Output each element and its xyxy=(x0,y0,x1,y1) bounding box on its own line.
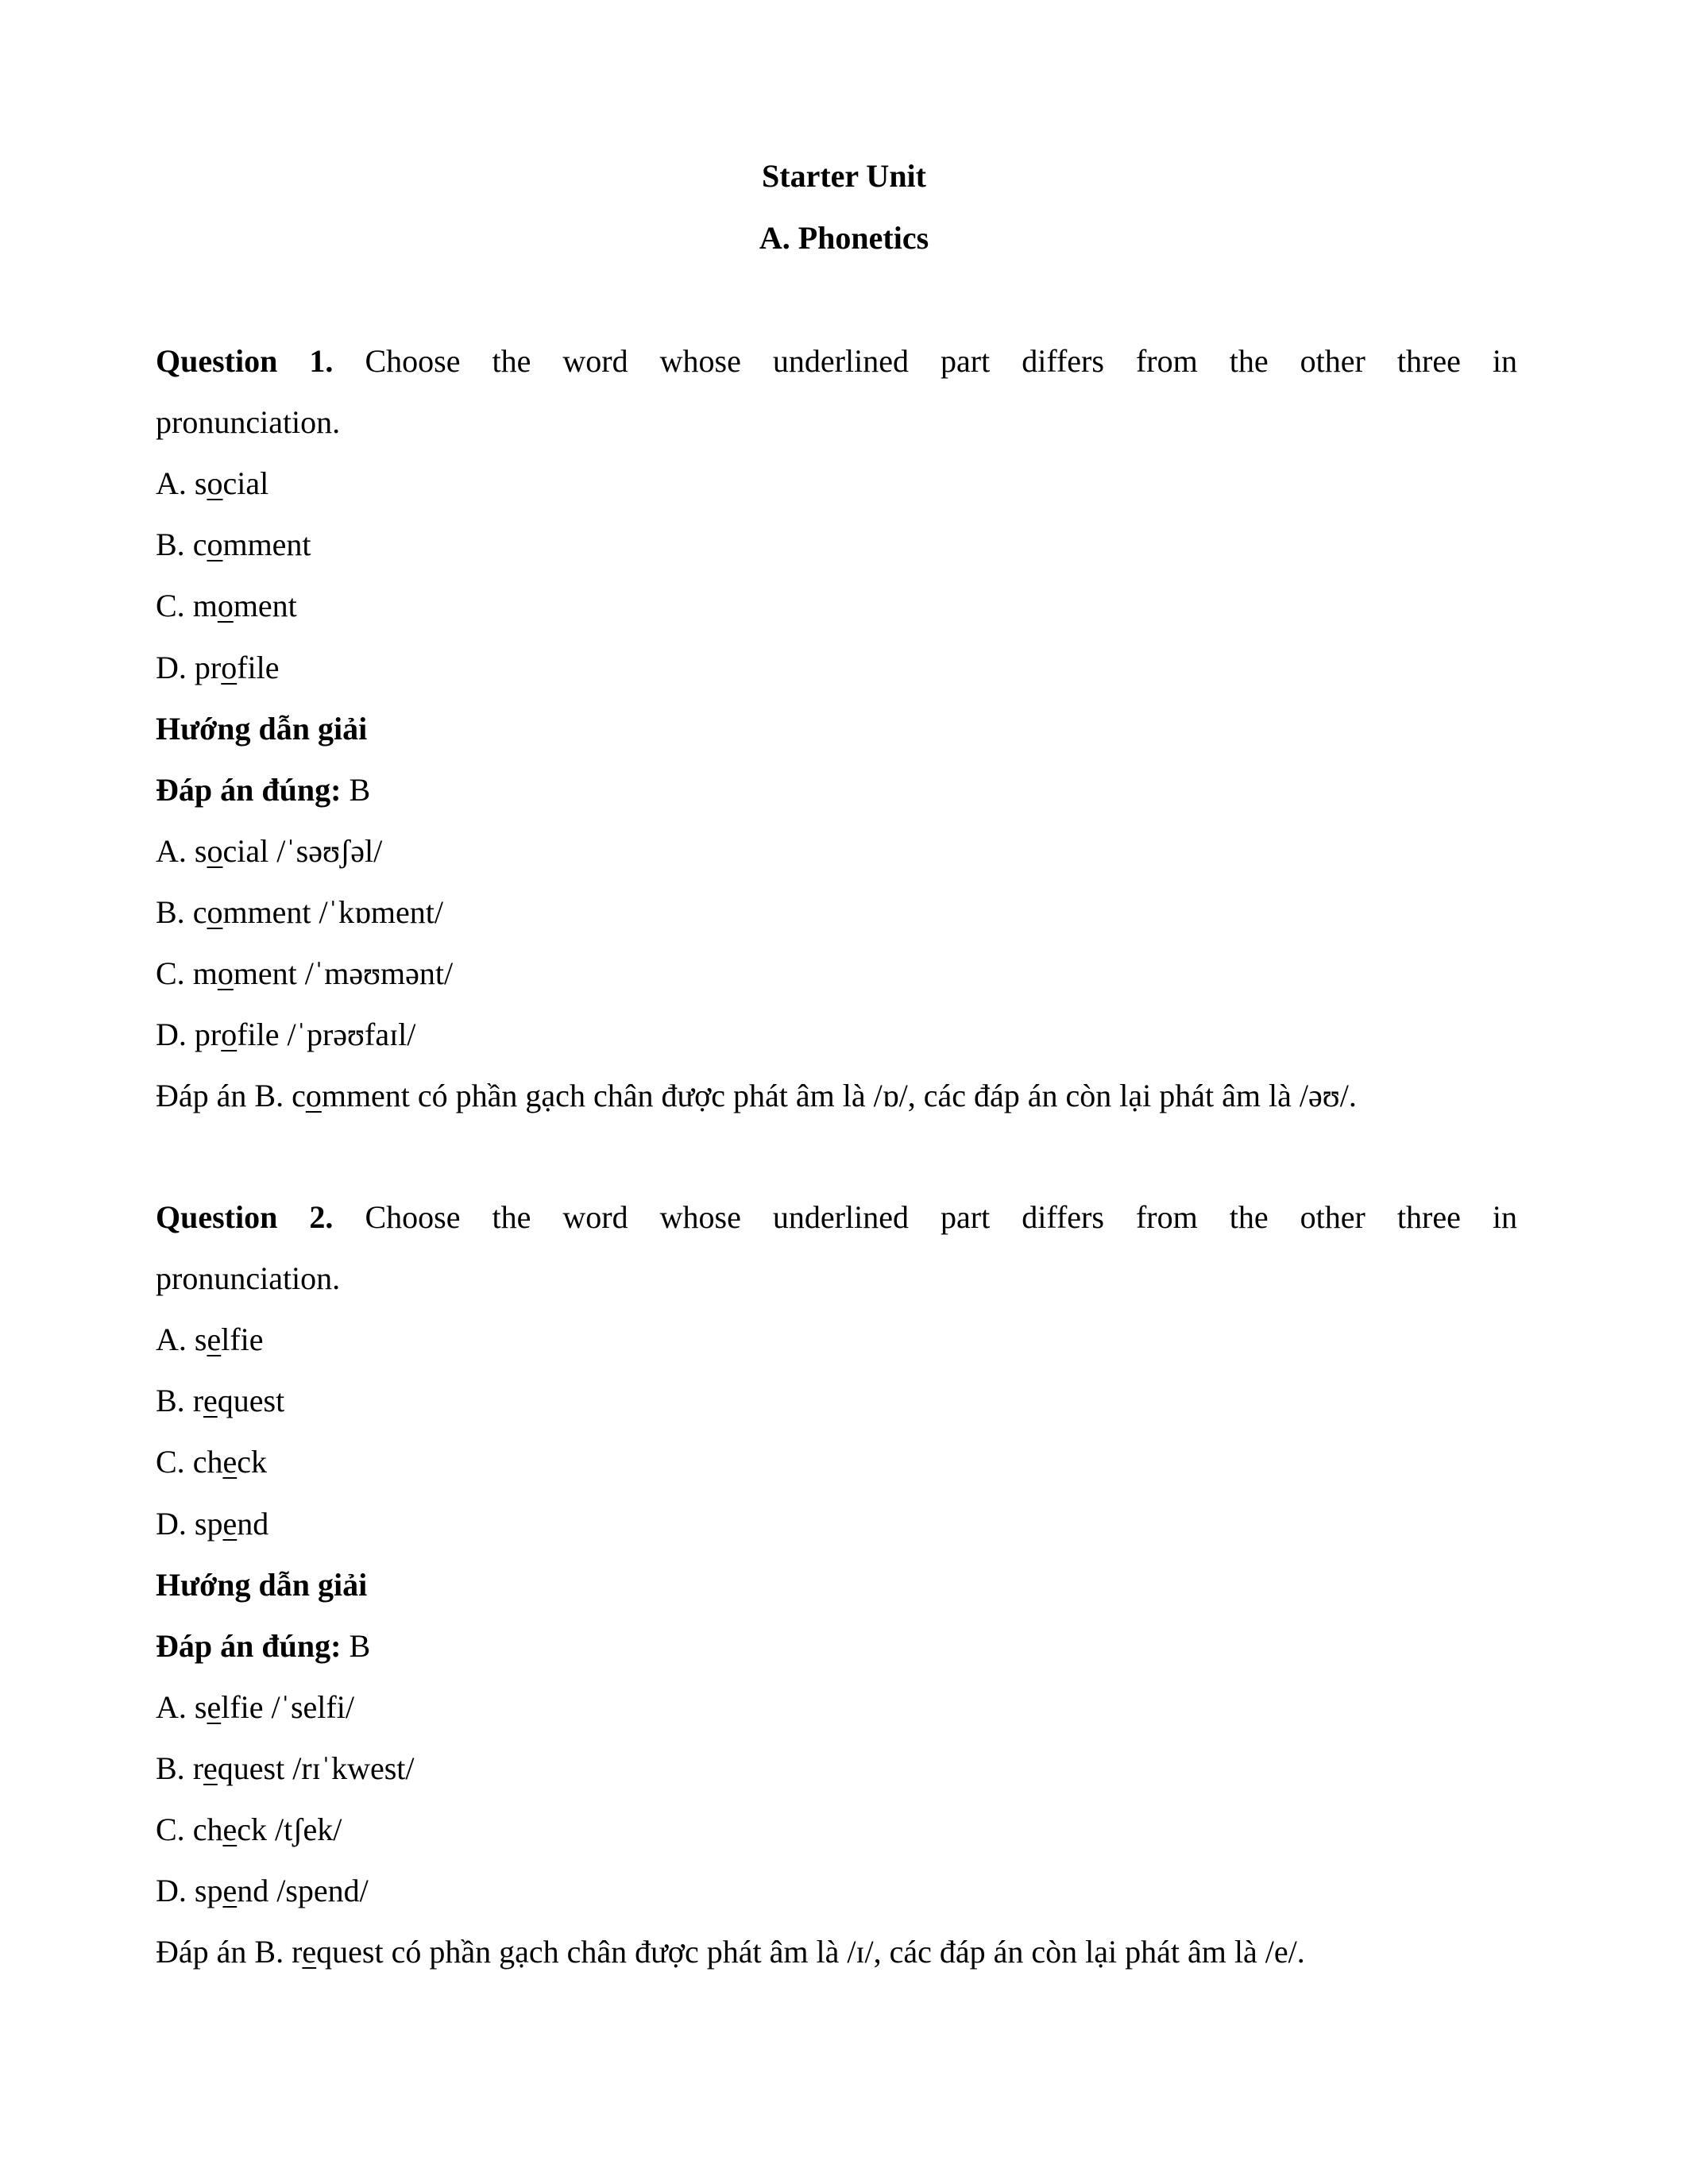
guide-heading: Hướng dẫn giải xyxy=(156,710,368,747)
ipa-transcription: /ˈsəʊʃəl/ xyxy=(276,832,383,869)
underlined-letters: o xyxy=(221,649,238,685)
option-word-part: c xyxy=(192,893,207,930)
option-word-part: nd xyxy=(237,1873,269,1909)
answer-label: Đáp án đúng: xyxy=(156,771,342,808)
answer-option xyxy=(156,1443,267,1481)
underlined-letters: o xyxy=(217,955,234,991)
option-word-part: s xyxy=(194,832,207,869)
option-word-part: s xyxy=(194,1688,207,1725)
option-word-part: pr xyxy=(194,1017,222,1053)
solution-heading xyxy=(156,710,367,748)
option-word-part: pr xyxy=(194,649,222,685)
option-word-part: quest xyxy=(217,1750,285,1786)
option-letter: D. xyxy=(156,1017,195,1053)
ipa-transcription: /ˈkɒment/ xyxy=(319,893,443,930)
option-word-part: c xyxy=(192,527,207,563)
option-transcription xyxy=(156,955,453,993)
option-letter: C. xyxy=(156,588,193,624)
underlined-letters: o xyxy=(207,832,223,869)
underlined-letters: o xyxy=(207,465,223,502)
option-transcription xyxy=(156,832,382,870)
underlined-letters: e xyxy=(222,1873,238,1909)
answer-value: B xyxy=(341,771,371,808)
ipa-transcription: /rɪˈkwest/ xyxy=(292,1750,415,1786)
explanation xyxy=(156,1077,1357,1115)
option-word-part: ment xyxy=(233,955,297,991)
option-word-part: cial xyxy=(222,832,269,869)
option-word-part: sp xyxy=(194,1873,223,1909)
explanation xyxy=(156,1933,1305,1971)
option-word-part: m xyxy=(192,955,218,991)
option-word-part: ck xyxy=(237,1444,267,1480)
answer-option xyxy=(156,1321,264,1359)
option-word-part: m xyxy=(192,588,218,624)
option-word-part: cial xyxy=(222,465,269,502)
option-letter: C. xyxy=(156,955,193,991)
underlined-letters: e xyxy=(207,1322,222,1358)
option-word-part: nd xyxy=(237,1505,269,1542)
explanation-text: Đáp án B. c xyxy=(156,1078,306,1114)
ipa-transcription: /ˈprəʊfaɪl/ xyxy=(287,1017,416,1053)
option-word-part: sp xyxy=(194,1505,223,1542)
question-prompt-continued xyxy=(156,1260,340,1298)
ipa-transcription: /ˈməʊmənt/ xyxy=(304,955,454,991)
question-text: Choose the word whose underlined part differs from the other three in xyxy=(365,1199,1518,1235)
answer-option xyxy=(156,587,297,625)
answer-label: Đáp án đúng: xyxy=(156,1627,342,1664)
option-word-part: ch xyxy=(192,1812,223,1847)
option-word-part: file xyxy=(237,1017,280,1053)
answer-option xyxy=(156,1505,268,1543)
option-transcription xyxy=(156,1872,369,1910)
underlined-letters: e xyxy=(222,1505,238,1542)
option-letter: D. xyxy=(156,1505,195,1542)
option-letter: C. xyxy=(156,1812,193,1847)
answer-option xyxy=(156,649,280,687)
option-letter: B. xyxy=(156,1750,193,1786)
answer-option xyxy=(156,465,268,503)
option-word-part: file xyxy=(237,649,280,685)
option-letter: A. xyxy=(156,832,195,869)
option-letter: C. xyxy=(156,1444,193,1480)
option-word-part: mment xyxy=(222,527,311,563)
option-letter: A. xyxy=(156,1688,195,1725)
question-prompt xyxy=(156,342,1517,380)
option-word-part: ment xyxy=(233,588,297,624)
guide-heading: Hướng dẫn giải xyxy=(156,1566,368,1603)
underlined-letters: e xyxy=(222,1812,238,1847)
option-word-part: mment xyxy=(222,893,311,930)
underlined-letters: o xyxy=(217,588,234,624)
option-letter: B. xyxy=(156,1383,193,1419)
underlined-letters: o xyxy=(207,527,223,563)
option-word-part: s xyxy=(194,465,207,502)
option-transcription xyxy=(156,1811,342,1849)
option-letter: A. xyxy=(156,465,195,502)
correct-answer xyxy=(156,1627,370,1665)
question-text: Choose the word whose underlined part differs from the other three in xyxy=(365,343,1518,379)
page-title: Starter Unit xyxy=(762,158,926,194)
option-transcription xyxy=(156,1688,354,1727)
question-text-continued: pronunciation. xyxy=(156,404,341,441)
explanation-text: mment có phần gạch chân được phát âm là /ɒ/, các đáp án còn lại phát âm là /əʊ/. xyxy=(321,1078,1357,1114)
option-word-part: lfie xyxy=(221,1322,264,1358)
option-word-part: r xyxy=(192,1750,204,1786)
explanation-text: Đáp án B. r xyxy=(156,1934,303,1970)
underlined-letters: e xyxy=(222,1444,238,1480)
option-word-part: ck xyxy=(237,1812,267,1847)
ipa-transcription: /spend/ xyxy=(276,1873,369,1909)
underlined-letters: o xyxy=(305,1078,322,1114)
option-letter: D. xyxy=(156,1873,195,1909)
option-letter: D. xyxy=(156,649,195,685)
underlined-letters: o xyxy=(221,1017,238,1053)
question-label: Question 2. xyxy=(156,1199,334,1235)
underlined-letters: o xyxy=(207,893,223,930)
underlined-letters: e xyxy=(203,1750,218,1786)
question-text-continued: pronunciation. xyxy=(156,1260,341,1297)
option-transcription xyxy=(156,1016,415,1054)
option-letter: B. xyxy=(156,527,193,563)
explanation-text: quest có phần gạch chân được phát âm là /ɪ/, các đáp án còn lại phát âm là /e/. xyxy=(316,1934,1305,1970)
option-word-part: lfie xyxy=(221,1688,264,1725)
ipa-transcription: /tʃek/ xyxy=(274,1812,342,1847)
answer-value: B xyxy=(341,1627,371,1664)
option-letter: B. xyxy=(156,893,193,930)
option-word-part: r xyxy=(192,1383,204,1419)
option-transcription xyxy=(156,1750,415,1788)
question-prompt-continued xyxy=(156,403,340,442)
underlined-letters: e xyxy=(302,1934,317,1970)
question-label: Question 1. xyxy=(156,343,334,379)
underlined-letters: e xyxy=(203,1383,218,1419)
correct-answer xyxy=(156,771,370,809)
answer-option xyxy=(156,1382,284,1420)
option-letter: A. xyxy=(156,1322,195,1358)
option-word-part: quest xyxy=(217,1383,285,1419)
underlined-letters: e xyxy=(207,1688,222,1725)
solution-heading xyxy=(156,1566,367,1604)
question-prompt xyxy=(156,1198,1517,1237)
option-transcription xyxy=(156,893,443,932)
ipa-transcription: /ˈselfi/ xyxy=(271,1688,354,1725)
section-heading: A. Phonetics xyxy=(759,220,929,256)
option-word-part: s xyxy=(194,1322,207,1358)
option-word-part: ch xyxy=(192,1444,223,1480)
answer-option xyxy=(156,526,311,564)
